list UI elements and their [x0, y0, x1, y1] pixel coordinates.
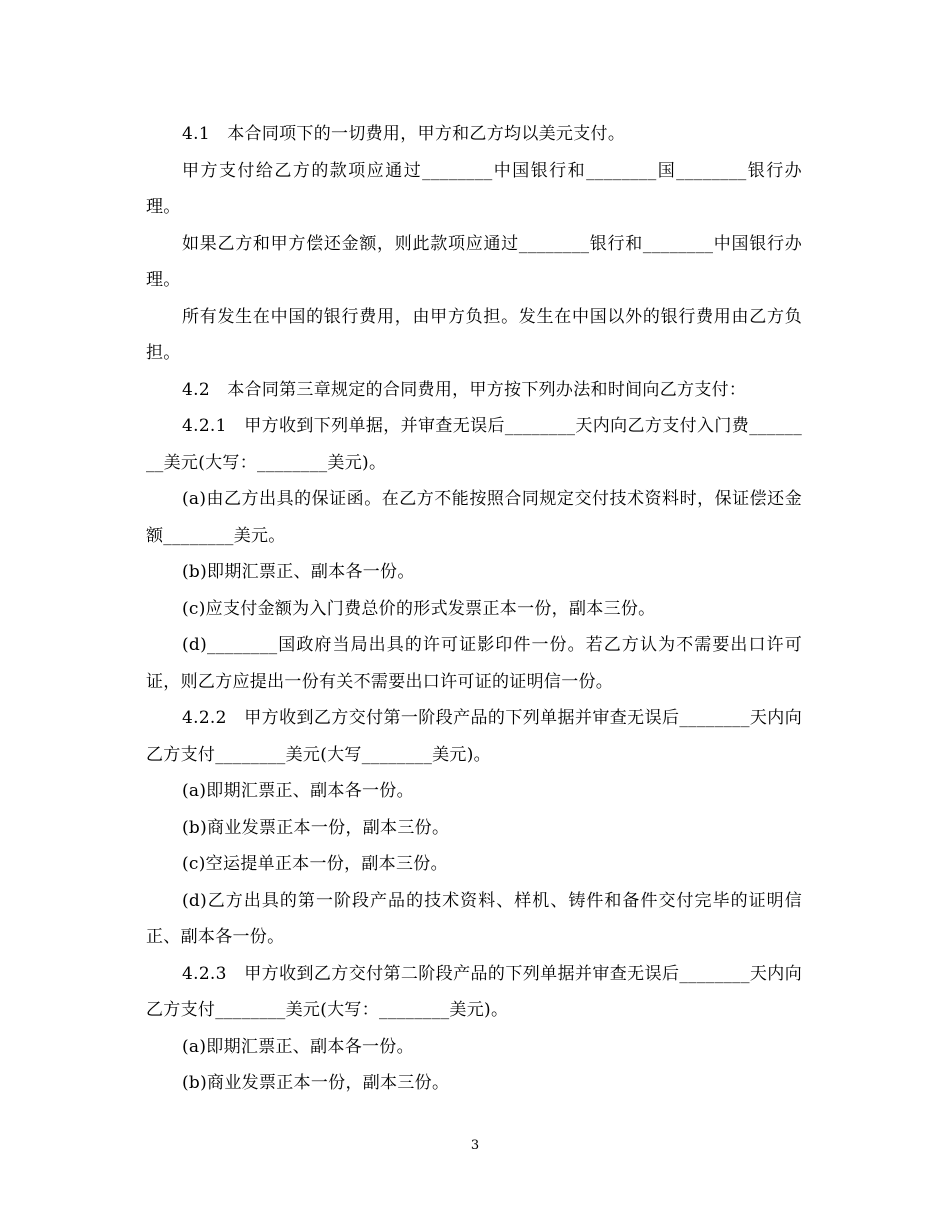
paragraph: 4.1 本合同项下的一切费用，甲方和乙方均以美元支付。 [182, 124, 626, 144]
paragraph: (d)乙方出具的第一阶段产品的技术资料、样机、铸件和备件交付完毕的证明信正、副本各一份。 [146, 890, 802, 947]
paragraph: 所有发生在中国的银行费用，由甲方负担。发生在中国以外的银行费用由乙方负担。 [146, 306, 802, 363]
paragraph: 4.2 本合同第三章规定的合同费用，甲方按下列办法和时间向乙方支付： [182, 379, 747, 400]
page-number: 3 [470, 1138, 480, 1153]
paragraph: (b)商业发票正本一份，副本三份。 [182, 1073, 450, 1093]
paragraph: 4.2.3 甲方收到乙方交付第二阶段产品的下列单据并审查无误后________天内向乙方支付________美元(大写：________美元)。 [146, 963, 802, 1020]
paragraph: (a)即期汇票正、副本各一份。 [182, 781, 414, 801]
paragraph: 如果乙方和甲方偿还金额，则此款项应通过________银行和________中国银行办理。 [146, 233, 802, 290]
paragraph: 甲方支付给乙方的款项应通过________中国银行和________国________银行办理。 [146, 160, 802, 217]
paragraph: (b)即期汇票正、副本各一份。 [182, 562, 415, 582]
paragraph: (c)空运提单正本一份，副本三份。 [182, 854, 448, 874]
paragraph: (d)________国政府当局出具的许可证影印件一份。若乙方认为不需要出口许可证，则乙方应提出一份有关不需要出口许可证的证明信一份。 [146, 635, 802, 692]
paragraph: (a)即期汇票正、副本各一份。 [182, 1036, 414, 1057]
paragraph: (c)应支付金额为入门费总价的形式发票正本一份，副本三份。 [182, 598, 656, 619]
paragraph: 4.2.1 甲方收到下列单据，并审查无误后________天内向乙方支付入门费________美元(大写：________美元)。 [146, 416, 802, 473]
document-body [146, 116, 802, 1102]
paragraph: (b)商业发票正本一份，副本三份。 [182, 817, 450, 838]
paragraph: 4.2.2 甲方收到乙方交付第一阶段产品的下列单据并审查无误后________天内向乙方支付________美元(大写________美元)。 [146, 708, 802, 765]
paragraph: (a)由乙方出具的保证函。在乙方不能按照合同规定交付技术资料时，保证偿还金额________美元。 [146, 489, 802, 546]
